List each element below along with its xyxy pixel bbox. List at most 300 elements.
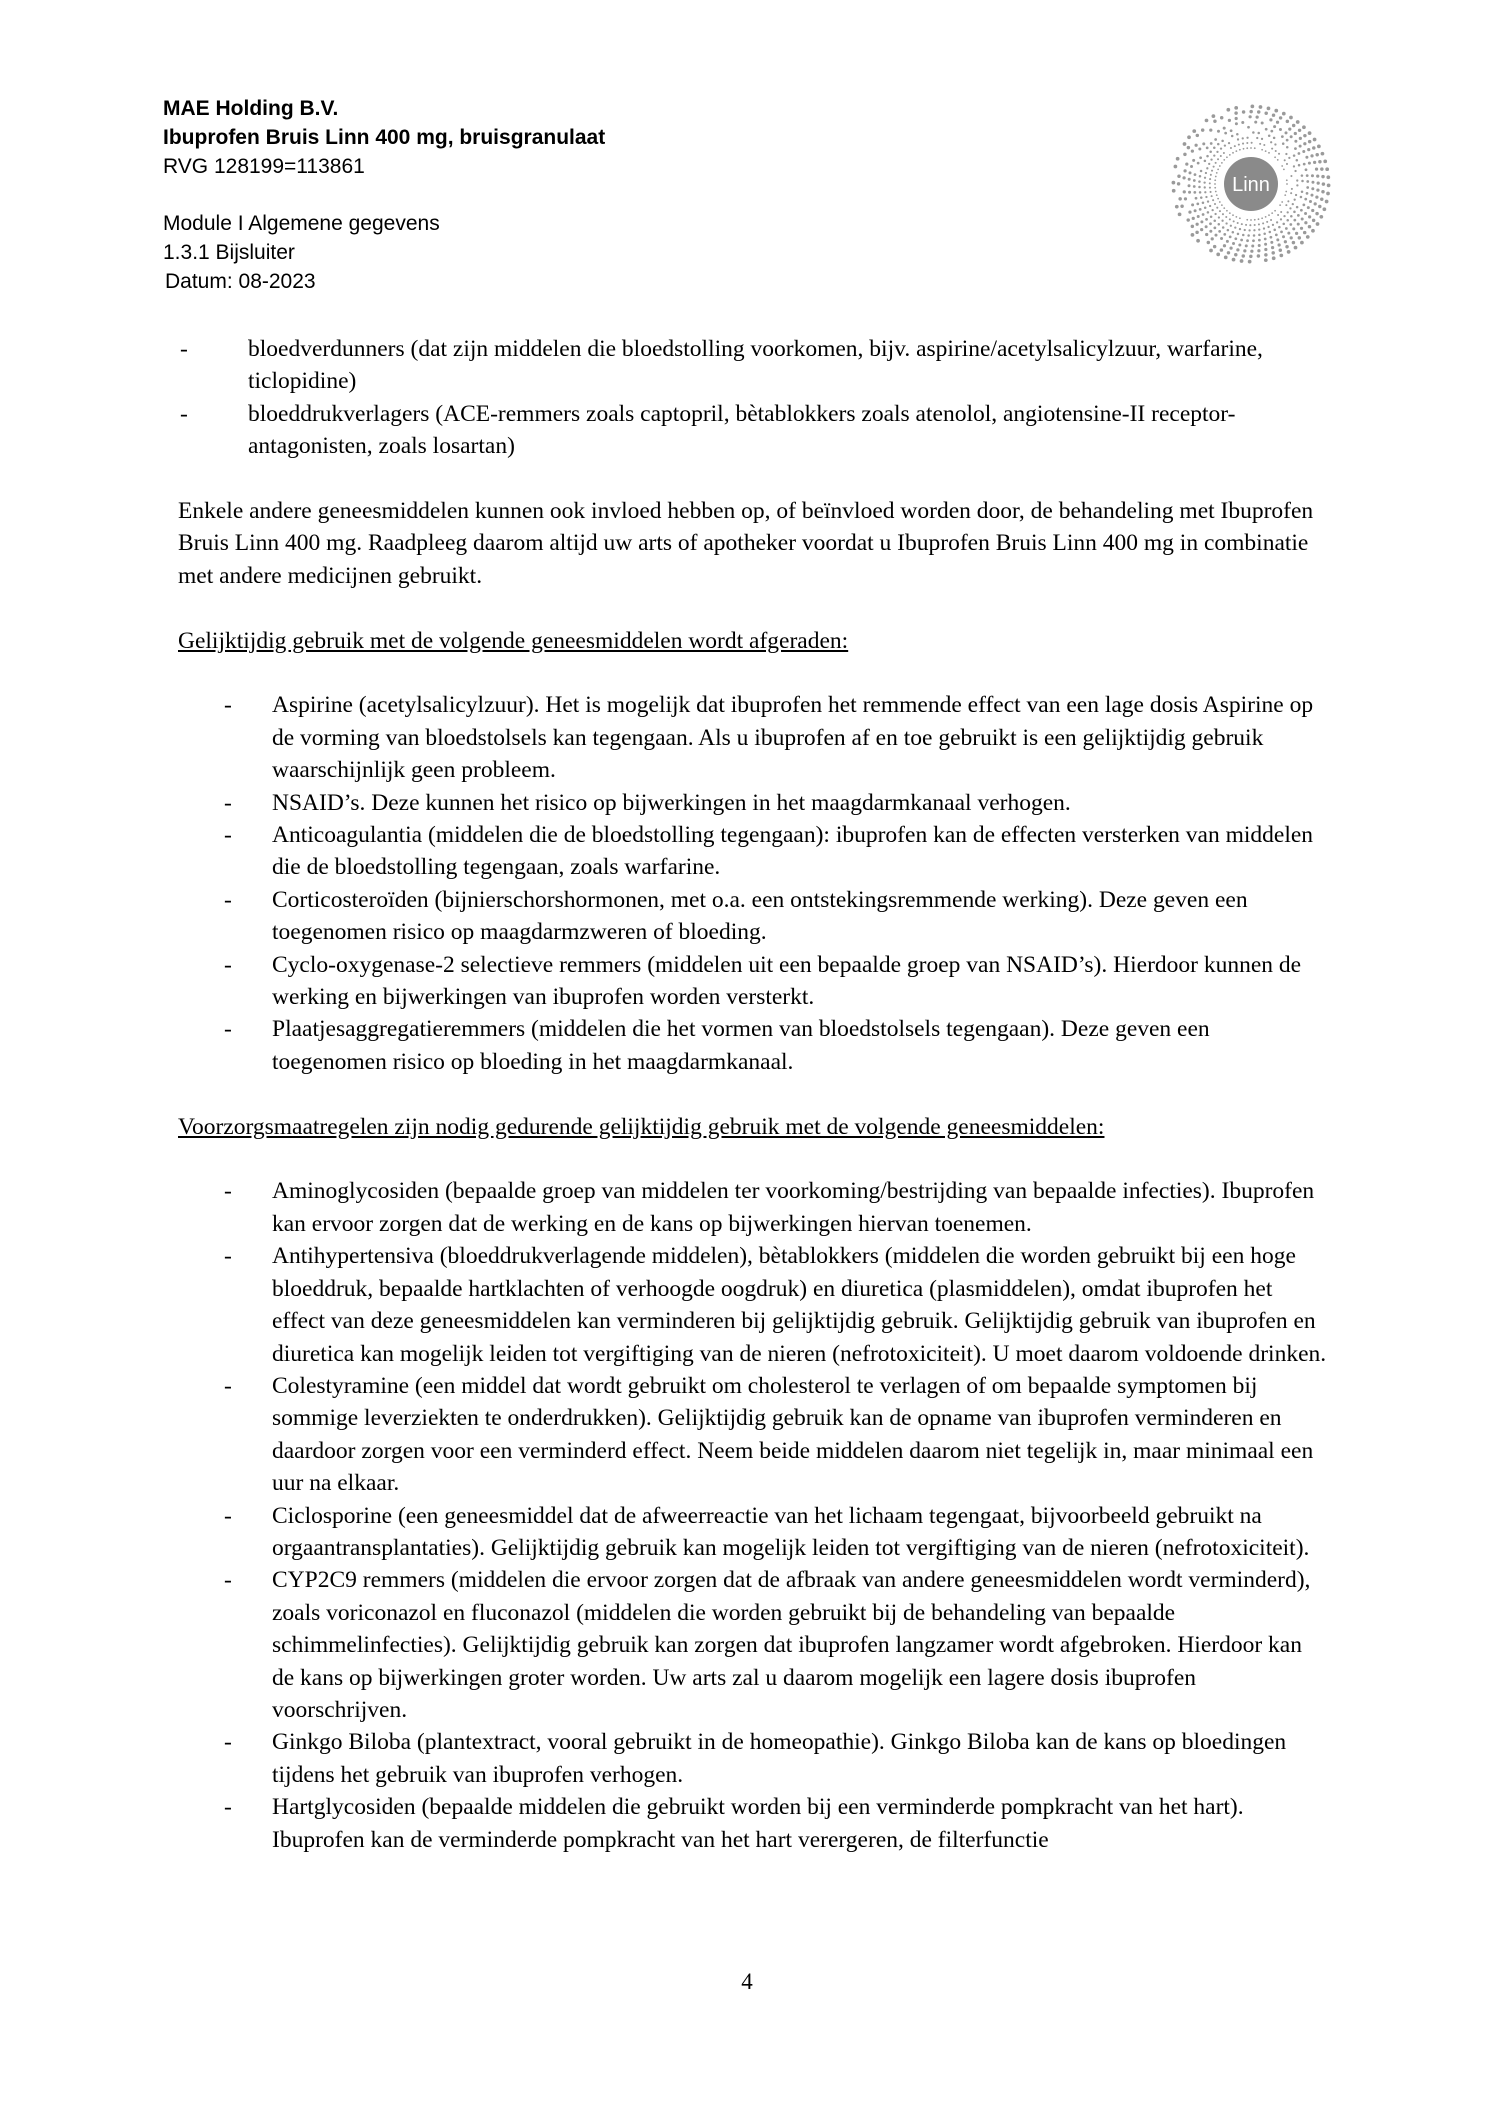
logo-dot: [1234, 111, 1237, 114]
logo-dot: [1274, 109, 1278, 113]
list-item-text: Plaatjesaggregatieremmers (middelen die het vormen van bloedstolsels tegengaan). Deze geven een toegenomen risico op bloeding in het maagdarmkanaal.: [272, 1016, 1210, 1075]
logo-dot: [1297, 214, 1300, 217]
logo-dot: [1212, 199, 1214, 201]
logo-dot: [1304, 212, 1307, 215]
logo-dot: [1220, 116, 1223, 119]
logo-dot: [1301, 174, 1304, 177]
logo-dot: [1283, 168, 1285, 170]
logo-dot: [1301, 180, 1304, 183]
logo-dot: [1296, 206, 1299, 209]
logo-dot: [1253, 229, 1255, 231]
logo-dot: [1196, 239, 1200, 243]
logo-dot: [1302, 203, 1305, 206]
list-dash: -: [224, 822, 232, 849]
logo-dot: [1303, 142, 1306, 145]
logo-dot: [1294, 132, 1297, 135]
logo-dot: [1234, 253, 1237, 256]
logo-dot: [1188, 191, 1191, 194]
logo-dot: [1289, 207, 1291, 209]
logo-dot: [1261, 122, 1264, 125]
logo-dot: [1323, 159, 1327, 163]
section-heading-afgeraden: Gelijktijdig gebruik met de volgende geneesmiddelen wordt afgeraden:: [178, 627, 849, 654]
logo-dot: [1246, 142, 1248, 144]
logo-dot: [1311, 181, 1314, 184]
logo-dot: [1214, 138, 1217, 141]
logo-dot: [1218, 230, 1221, 233]
logo-dot: [1239, 217, 1241, 219]
logo-dot: [1226, 240, 1229, 243]
logo-dot: [1325, 167, 1329, 171]
logo-dot: [1207, 211, 1210, 214]
logo-dot: [1303, 163, 1306, 166]
logo-dot: [1271, 212, 1273, 214]
logo-dot: [1308, 140, 1311, 143]
logo-dot: [1172, 181, 1176, 185]
logo-dot: [1204, 160, 1207, 163]
logo-dot: [1219, 201, 1221, 203]
logo-dot: [1311, 229, 1315, 233]
logo-dot: [1268, 214, 1270, 216]
section-label: 1.3.1 Bijsluiter: [163, 241, 295, 264]
logo-dot: [1303, 134, 1306, 137]
logo-dot: [1278, 243, 1281, 246]
logo-dot: [1183, 153, 1186, 156]
logo-dot: [1222, 226, 1225, 229]
logo-dot: [1284, 159, 1286, 161]
logo-dot: [1309, 200, 1312, 203]
logo-dot: [1268, 152, 1270, 154]
logo-dot: [1217, 143, 1220, 146]
logo-dot: [1216, 172, 1218, 174]
logo-dot: [1238, 144, 1240, 146]
logo-dot: [1241, 223, 1243, 225]
logo-dot: [1292, 227, 1295, 230]
logo-dot: [1300, 196, 1303, 199]
logo-dot: [1216, 252, 1220, 256]
logo-dot: [1236, 133, 1239, 136]
logo-dot: [1209, 151, 1212, 154]
logo-dot: [1286, 179, 1288, 181]
logo-dot: [1200, 220, 1203, 223]
logo-dot: [1177, 182, 1180, 185]
logo-dot: [1290, 175, 1292, 177]
logo-dot: [1209, 129, 1212, 132]
logo-dot: [1313, 161, 1316, 164]
logo-dot: [1306, 235, 1310, 239]
logo-dot: [1269, 231, 1272, 234]
logo-dot: [1236, 248, 1239, 251]
logo-dot: [1219, 210, 1221, 212]
logo-dot: [1224, 132, 1227, 135]
logo-dot: [1280, 211, 1282, 213]
logo-dot: [1235, 150, 1237, 152]
logo-dot: [1302, 150, 1305, 153]
logo-dot: [1210, 174, 1212, 176]
logo-dot: [1212, 114, 1216, 118]
logo-dot: [1277, 214, 1279, 216]
logo-dot: [1220, 147, 1222, 149]
logo-dot: [1308, 162, 1311, 165]
logo-dot: [1305, 168, 1308, 171]
logo-dot: [1225, 222, 1227, 224]
logo-dot: [1246, 147, 1248, 149]
list-item-text: bloedverdunners (dat zijn middelen die bloedstolling voorkomen, bijv. aspirine/acetylsalicylzuur, warfarine, ticlopidine): [248, 336, 1263, 395]
logo-dot: [1249, 110, 1252, 113]
logo-dot: [1209, 187, 1211, 189]
logo-dot: [1204, 186, 1206, 188]
logo-dot: [1306, 180, 1309, 183]
logo-dot: [1229, 235, 1232, 238]
list-item: [224, 819, 1328, 884]
product-name: Ibuprofen Bruis Linn 400 mg, bruisgranulaat: [163, 126, 606, 149]
logo-dot: [1279, 116, 1282, 119]
logo-dot: [1268, 134, 1271, 137]
logo-dot: [1294, 170, 1296, 172]
list-dash: -: [224, 1502, 232, 1529]
logo-dot: [1235, 216, 1237, 218]
logo-dot: [1227, 229, 1230, 232]
logo-dot: [1245, 224, 1247, 226]
logo-dot: [1271, 251, 1274, 254]
logo-dot: [1206, 155, 1209, 158]
logo-dot: [1300, 227, 1303, 230]
logo-dot: [1176, 157, 1180, 161]
logo-dot: [1218, 216, 1220, 218]
logo-dot: [1326, 175, 1330, 179]
logo-dot: [1294, 246, 1298, 250]
logo-dot: [1204, 206, 1207, 209]
logo-dot: [1223, 152, 1225, 154]
logo-dot: [1224, 256, 1228, 260]
logo-dot: [1290, 215, 1293, 218]
logo-dot: [1215, 191, 1217, 193]
logo-dot: [1285, 153, 1287, 155]
logo-dot: [1274, 156, 1276, 158]
logo-dot: [1180, 204, 1183, 207]
logo-dot: [1285, 227, 1288, 230]
logo-dot: [1262, 222, 1264, 224]
list-item: [178, 333, 1328, 398]
logo-dot: [1263, 144, 1265, 146]
logo-dot: [1286, 139, 1289, 142]
logo-dot: [1220, 248, 1223, 251]
logo-dot: [1273, 137, 1276, 140]
list-item: [224, 689, 1328, 786]
list-item: [224, 884, 1328, 949]
logo-dot: [1287, 250, 1291, 254]
logo-dot: [1221, 162, 1223, 164]
list-dash: -: [224, 1016, 232, 1043]
logo-dot: [1286, 163, 1288, 165]
logo-dot: [1270, 219, 1272, 221]
logo-dot: [1182, 176, 1185, 179]
logo-dot: [1286, 219, 1289, 222]
logo-dot: [1230, 147, 1232, 149]
logo-dot: [1282, 223, 1285, 226]
logo-dot: [1258, 229, 1260, 231]
logo-dot: [1228, 142, 1230, 144]
logo-dot: [1210, 191, 1212, 193]
logo-dot: [1237, 222, 1239, 224]
logo-dot: [1257, 249, 1260, 252]
logo-dot: [1223, 159, 1225, 161]
logo-dot: [1299, 145, 1302, 148]
logo-dot: [1192, 159, 1195, 162]
logo-dot: [1273, 125, 1276, 128]
logo-dot: [1254, 219, 1256, 221]
list-item: [224, 1370, 1328, 1500]
logo-dot: [1265, 150, 1267, 152]
logo-dot: [1295, 194, 1297, 196]
logo-dot: [1205, 119, 1209, 123]
logo-dot: [1294, 199, 1296, 201]
logo-dot: [1296, 120, 1300, 124]
voorzorg-list: [178, 1175, 1328, 1856]
logo-dot: [1216, 151, 1218, 153]
logo-dot: [1279, 248, 1282, 251]
logo-dot: [1307, 206, 1310, 209]
logo-dot: [1232, 214, 1234, 216]
logo-dot: [1224, 145, 1226, 147]
logo-dot: [1259, 105, 1263, 109]
logo-dot: [1206, 167, 1208, 169]
logo-dot: [1322, 182, 1325, 185]
logo-dot: [1291, 188, 1293, 190]
logo-dot: [1270, 236, 1273, 239]
logo-dot: [1271, 246, 1274, 249]
logo-dot: [1208, 163, 1210, 165]
logo-dot: [1217, 168, 1219, 170]
logo-dot: [1248, 229, 1250, 231]
logo-dot: [1250, 219, 1252, 221]
logo-dot: [1304, 221, 1307, 224]
logo-dot: [1249, 115, 1252, 118]
list-dash: -: [224, 1372, 232, 1399]
list-item: [224, 787, 1328, 819]
list-item: [178, 398, 1328, 463]
logo-dot: [1276, 238, 1279, 241]
logo-dot: [1316, 222, 1320, 226]
logo-dot: [1209, 182, 1211, 184]
logo-dot: [1278, 226, 1281, 229]
logo-dot: [1263, 232, 1266, 235]
logo-dot: [1264, 253, 1267, 256]
logo-dot: [1292, 241, 1295, 244]
logo-dot: [1287, 200, 1289, 202]
logo-dot: [1293, 154, 1296, 157]
logo-dot: [1246, 137, 1248, 139]
logo-dot: [1264, 243, 1267, 246]
logo-dot: [1272, 113, 1275, 116]
logo-dot: [1213, 226, 1216, 229]
logo-dot: [1204, 191, 1206, 193]
logo-dot: [1209, 205, 1211, 207]
list-dash: -: [224, 886, 232, 913]
logo-dot: [1234, 106, 1238, 110]
list-item-text: Aminoglycosiden (bepaalde groep van middelen ter voorkoming/bestrijding van bepaalde infecties). Ibuprofen kan ervoor zorgen dat de werking en de kans op bijwerkingen hiervan toenemen.: [272, 1178, 1315, 1237]
logo-dot: [1261, 149, 1263, 151]
logo-dot: [1229, 218, 1231, 220]
logo-dot: [1321, 152, 1325, 156]
logo-dot: [1264, 238, 1267, 241]
logo-dot: [1240, 239, 1243, 242]
logo-dot: [1191, 150, 1194, 153]
logo-dot: [1193, 191, 1196, 194]
logo-dot: [1220, 155, 1222, 157]
logo-dot: [1315, 168, 1318, 171]
logo-dot: [1325, 200, 1329, 204]
list-item-text: Colestyramine (een middel dat wordt gebruikt om cholesterol te verlagen of om bepaalde symptomen bij sommige leverziekten te onderdrukken). Gelijktijdig gebruik kan de opname van ibuprofen verminderen en daardoor zorgen voor een verminderd effect. Neem beide middelen daarom niet tegelijk in, maar minimaal een uur na elkaar.: [272, 1372, 1314, 1497]
logo-dot: [1232, 152, 1234, 154]
logo-dot: [1234, 237, 1237, 240]
logo-dot: [1296, 184, 1298, 186]
logo-dot: [1258, 234, 1261, 237]
logo-dot: [1183, 190, 1186, 193]
logo-dot: [1296, 179, 1298, 181]
logo-dot: [1266, 221, 1268, 223]
logo-dot: [1191, 203, 1194, 206]
logo-dot: [1281, 165, 1283, 167]
list-item-text: CYP2C9 remmers (middelen die ervoor zorgen dat de afbraak van andere geneesmiddelen wordt verminderd), zoals voriconazol en fluconazol (middelen die worden gebruikt bij de behandeling van bepaalde schimmelinfecties). Gelijktijdig gebruik kan zorgen dat ibuprofen langzamer wordt afgebroken. Hierdoor kan de kans op bijwerkingen groter worden. Uw arts zal u daarom mogelijk een lagere dosis ibuprofen voorschrijven.: [272, 1567, 1311, 1723]
logo-dot: [1205, 196, 1207, 198]
logo-dot: [1272, 224, 1274, 226]
logo-dot: [1279, 204, 1281, 206]
logo-dot: [1188, 211, 1191, 214]
logo-dot: [1321, 175, 1324, 178]
list-dash: -: [224, 789, 232, 816]
logo-dot: [1231, 135, 1234, 138]
logo-dot: [1303, 231, 1306, 234]
logo-dot: [1284, 240, 1287, 243]
logo-dot: [1209, 230, 1212, 233]
logo-dot: [1223, 233, 1226, 236]
logo-dot: [1282, 235, 1285, 238]
logo-dot: [1251, 244, 1254, 247]
logo-dot: [1210, 158, 1212, 160]
logo-dot: [1196, 134, 1199, 137]
logo-dot: [1247, 126, 1250, 129]
logo-dot: [1211, 237, 1214, 240]
logo-dot: [1311, 209, 1314, 212]
logo-dot: [1259, 143, 1261, 145]
logo-dot: [1287, 211, 1289, 213]
logo-dot: [1214, 203, 1216, 205]
logo-dot: [1174, 165, 1178, 169]
logo-dot: [1304, 198, 1307, 201]
logo-dot: [1321, 190, 1324, 193]
logo-dot: [1300, 241, 1304, 245]
logo-dot: [1187, 146, 1190, 149]
logo-dot: [1290, 236, 1293, 239]
logo-dot: [1193, 179, 1196, 182]
logo-dot: [1312, 146, 1315, 149]
logo-dot: [1205, 172, 1207, 174]
logo-dot: [1267, 107, 1271, 111]
logo-dot: [1214, 213, 1216, 215]
logo-dot: [1254, 121, 1257, 124]
logo-dot: [1202, 142, 1205, 145]
logo-dot: [1254, 224, 1256, 226]
logo-dot: [1270, 241, 1273, 244]
logo-dot: [1317, 182, 1320, 185]
logo-dot: [1247, 234, 1250, 237]
logo-dot: [1245, 244, 1248, 247]
list-item: [224, 1791, 1328, 1856]
logo-dot: [1264, 258, 1268, 262]
logo-dot: [1293, 165, 1295, 167]
logo-dot: [1311, 187, 1314, 190]
logo-dot: [1251, 142, 1253, 144]
logo-dot: [1186, 218, 1189, 221]
logo-dot: [1284, 194, 1286, 196]
logo-dot: [1294, 147, 1297, 150]
logo-dot: [1257, 254, 1260, 257]
logo-dot: [1239, 228, 1241, 230]
logo-dot: [1197, 215, 1200, 218]
logo-dot: [1306, 186, 1309, 189]
logo-dot: [1218, 223, 1221, 226]
logo-dot: [1261, 138, 1263, 140]
logo-dot: [1250, 250, 1253, 253]
logo-dot: [1233, 220, 1235, 222]
logo-dot: [1281, 201, 1283, 203]
logo-dot: [1230, 225, 1232, 227]
logo-dot: [1214, 183, 1216, 185]
logo-dot: [1177, 175, 1180, 178]
logo-dot: [1298, 236, 1301, 239]
logo-dot: [1261, 217, 1263, 219]
logo-dot: [1223, 127, 1226, 130]
logo-dot: [1283, 215, 1285, 217]
list-dash: -: [180, 336, 188, 362]
logo-dot: [1287, 232, 1290, 235]
logo-dot: [1275, 233, 1278, 236]
logo-dot: [1274, 210, 1276, 212]
logo-dot: [1285, 191, 1287, 193]
list-dash: -: [224, 951, 232, 978]
logo-dot: [1253, 234, 1256, 237]
logo-dot: [1258, 244, 1261, 247]
logo-dot: [1209, 178, 1211, 180]
list-dash: -: [224, 692, 232, 719]
logo-dot: [1198, 147, 1201, 150]
logo-dot: [1217, 158, 1219, 160]
logo-dot: [1172, 189, 1176, 193]
logo-dot: [1282, 112, 1286, 116]
logo-dot: [1229, 154, 1231, 156]
list-dash: -: [224, 1178, 232, 1205]
logo-dot: [1308, 225, 1311, 228]
logo-dot: [1306, 174, 1309, 177]
logo-dot: [1242, 110, 1245, 113]
logo-dot: [1267, 226, 1269, 228]
logo-dot: [1263, 227, 1265, 229]
logo-dot: [1264, 111, 1267, 114]
logo-dot: [1223, 244, 1226, 247]
logo-dot: [1209, 249, 1213, 253]
logo-dot: [1285, 204, 1287, 206]
logo-dot: [1211, 195, 1213, 197]
list-item: [224, 1564, 1328, 1726]
logo-dot: [1316, 174, 1319, 177]
logo-dot: [1288, 128, 1291, 131]
logo-dot: [1213, 119, 1216, 122]
logo-dot: [1272, 256, 1276, 260]
logo-dot: [1319, 215, 1323, 219]
logo-dot: [1279, 128, 1282, 131]
logo-dot: [1202, 213, 1205, 216]
document-body: [178, 333, 1328, 1856]
